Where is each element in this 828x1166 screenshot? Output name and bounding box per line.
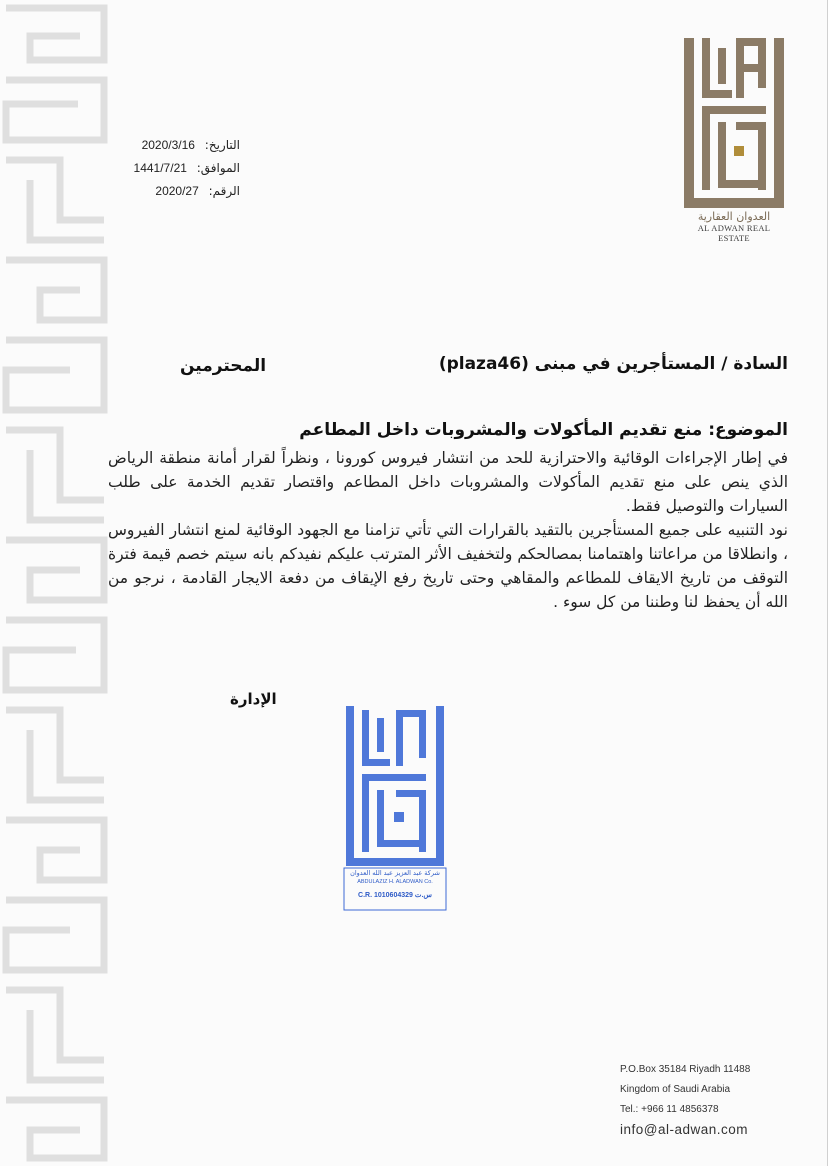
hijri-date-label: الموافق: — [196, 161, 240, 175]
company-name-arabic: العدوان العقارية — [697, 210, 771, 223]
stamp-text-arabic: شركة عبد العزيز عبد الله العدوان — [350, 869, 440, 877]
company-logo — [684, 38, 784, 238]
letter-honorific: المحترمين — [180, 356, 267, 376]
letter-body — [108, 446, 788, 614]
stamp-cr-number: C.R. 1010604329 س.ت — [358, 892, 432, 899]
decorative-border-pattern — [0, 0, 112, 1166]
date-value: 2020/3/16 — [141, 138, 195, 152]
reference-label: الرقم: — [208, 184, 240, 198]
body-paragraph: نود التنبيه على جميع المستأجرين بالتقيد بالقرارات التي تأتي تزامنا مع الجهود الوقائية لمنع انتشار الفيروس ، وانطلاقا من مراعاتنا واهتمامنا بمصالحكم ولتخفيف الأثر المترتب عليكم نفيدكم بانه سيتم خصم قيمة فترة التوقف من تاريخ الايقاف للمطاعم والمقاهي وحتى تاريخ رفع الإيقاف من دفعة الايجار القادمة ، نرجو من الله أن يحفظ لنا وطننا من كل سوء . — [108, 521, 788, 611]
letter-signature: الإدارة — [230, 690, 277, 708]
hijri-date-row — [110, 157, 240, 180]
date-row — [110, 134, 240, 157]
letter-footer — [620, 1060, 820, 1140]
stamp-text-english: ABDULAZIZ H. ALADWAN Co. — [357, 879, 433, 885]
letter-subject: الموضوع: منع تقديم المأكولات والمشروبات داخل المطاعم — [299, 420, 788, 440]
reference-row — [110, 180, 240, 203]
letter-addressee: السادة / المستأجرين في مبنى (plaza46) — [438, 354, 788, 374]
date-label: التاريخ: — [204, 138, 240, 152]
hijri-date-value: 1441/7/21 — [133, 161, 187, 175]
reference-value: 2020/27 — [155, 184, 199, 198]
footer-email: info@al-adwan.com — [620, 1122, 749, 1137]
footer-phone: Tel.: +966 11 4856378 — [620, 1104, 719, 1115]
footer-pobox: P.O.Box 35184 Riyadh 11488 — [620, 1064, 751, 1075]
footer-country: Kingdom of Saudi Arabia — [620, 1084, 731, 1095]
body-paragraph: في إطار الإجراءات الوقائية والاحترازية للحد من انتشار فيروس كورونا ، ونظراً لقرار أمانة منطقة الرياض الذي ينص على منع تقديم المأكولات والمشروبات داخل المطاعم واقتصار تقديم الخدمة على طلب السيارات والتوصيل فقط. — [108, 449, 788, 515]
company-name-english: AL ADWAN REAL ESTATE — [697, 223, 771, 243]
letter-meta — [110, 134, 240, 203]
